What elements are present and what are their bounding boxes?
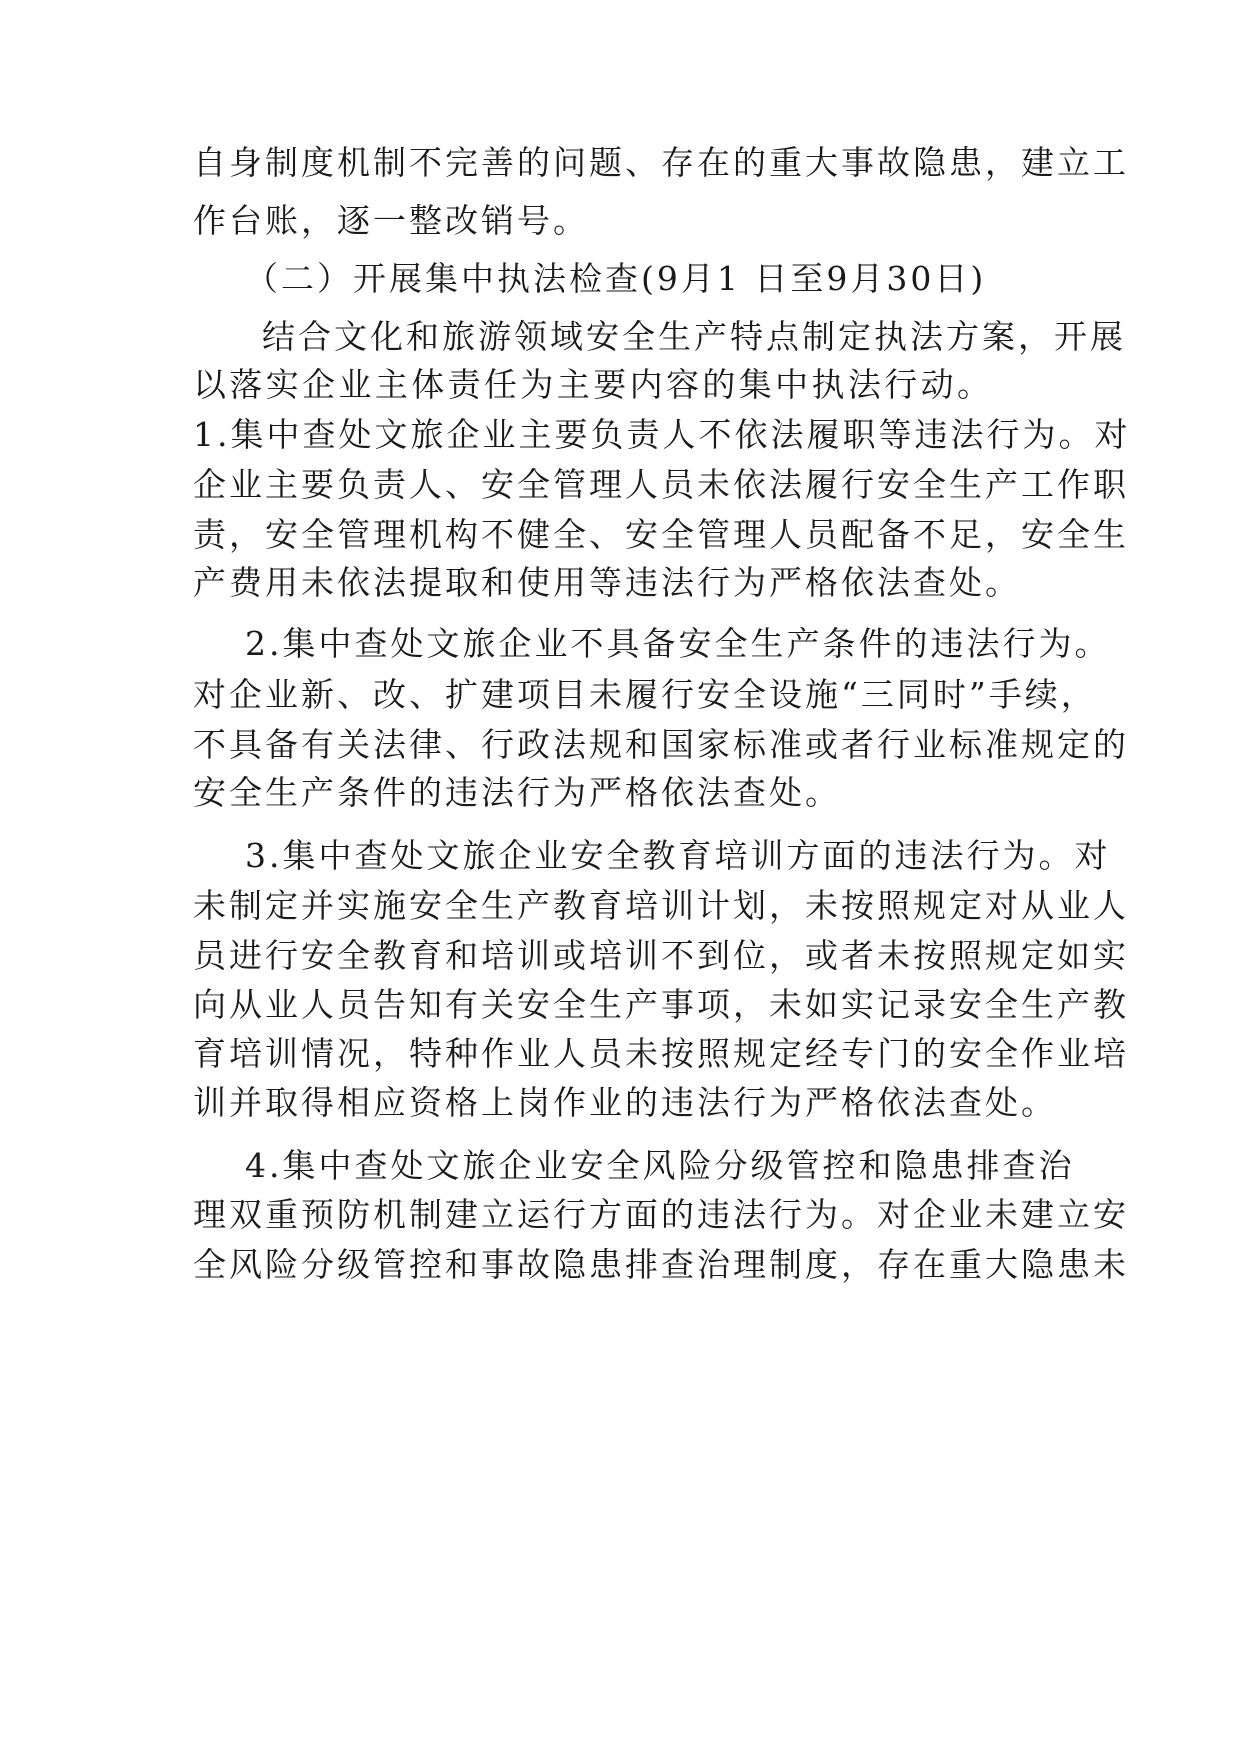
text-line-18: 育培训情况，特种作业人员未按照规定经专门的安全作业培 xyxy=(193,1034,1129,1073)
text-line-11: 对企业新、改、扩建项目未履行安全设施“三同时”手续， xyxy=(193,675,1097,714)
text-line-4: 结合文化和旅游领域安全生产特点制定执法方案，开展 xyxy=(262,317,1126,356)
text-line-14: 3.集中查处文旅企业安全教育培训方面的违法行为。对 xyxy=(245,836,1111,875)
text-line-8: 责，安全管理机构不健全、安全管理人员配备不足，安全生 xyxy=(193,515,1129,554)
text-line-21: 理双重预防机制建立运行方面的违法行为。对企业未建立安 xyxy=(193,1195,1129,1234)
text-line-13: 安全生产条件的违法行为严格依法查处。 xyxy=(193,773,841,812)
text-line-5: 以落实企业主体责任为主要内容的集中执法行动。 xyxy=(193,365,993,404)
text-line-10: 2.集中查处文旅企业不具备安全生产条件的违法行为。 xyxy=(245,624,1111,663)
text-line-9: 产费用未依法提取和使用等违法行为严格依法查处。 xyxy=(193,563,1021,602)
text-line-7: 企业主要负责人、安全管理人员未依法履行安全生产工作职 xyxy=(193,465,1129,504)
text-line-1: 自身制度机制不完善的问题、存在的重大事故隐患，建立工 xyxy=(193,143,1129,182)
text-line-2: 作台账，逐一整改销号。 xyxy=(193,201,589,240)
text-line-17: 向从业人员告知有关安全生产事项，未如实记录安全生产教 xyxy=(193,985,1129,1024)
text-line-15: 未制定并实施安全生产教育培训计划，未按照规定对从业人 xyxy=(193,886,1129,925)
text-line-16: 员进行安全教育和培训或培训不到位，或者未按照规定如实 xyxy=(193,936,1129,975)
text-line-22: 全风险分级管控和事故隐患排查治理制度，存在重大隐患未 xyxy=(193,1245,1129,1284)
section-heading: （二）开展集中执法检查(9月1 日至9月30日) xyxy=(245,259,987,298)
text-line-6: 1.集中查处文旅企业主要负责人不依法履职等违法行为。对 xyxy=(193,415,1131,454)
text-line-20: 4.集中查处文旅企业安全风险分级管控和隐患排查治 xyxy=(245,1146,1075,1185)
text-line-12: 不具备有关法律、行政法规和国家标准或者行业标准规定的 xyxy=(193,725,1129,764)
text-line-19: 训并取得相应资格上岗作业的违法行为严格依法查处。 xyxy=(193,1083,1057,1122)
